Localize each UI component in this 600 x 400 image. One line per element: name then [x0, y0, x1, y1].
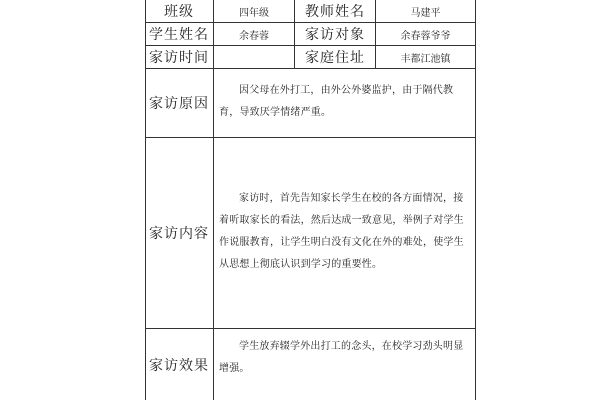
- reason-label: 家访原因: [149, 96, 209, 112]
- time-value: [214, 46, 294, 68]
- address-value: 丰都江池镇: [400, 53, 451, 65]
- target-label: 家访对象: [305, 27, 365, 43]
- student-value: 余春蓉: [239, 30, 269, 42]
- grade-label: 班级: [164, 4, 194, 20]
- home-visit-form: [145, 0, 476, 400]
- grade-value: 四年级: [239, 7, 269, 19]
- border-right: [475, 0, 476, 400]
- time-label: 家访时间: [149, 50, 209, 66]
- student-label: 学生姓名: [149, 27, 209, 43]
- content-label: 家访内容: [149, 226, 209, 242]
- target-value: 余春蓉爷爷: [400, 30, 451, 42]
- effect-text: 学生放弃辍学外出打工的念头，在校学习劲头明显增强。: [219, 341, 464, 374]
- effect-label: 家访效果: [149, 357, 209, 374]
- teacher-label: 教师姓名: [305, 4, 365, 20]
- teacher-value: 马建平: [410, 7, 441, 19]
- reason-text: 因父母在外打工，由外公外婆监护，由于隔代教育，导致厌学情绪严重。: [219, 85, 454, 118]
- address-label: 家庭住址: [305, 50, 365, 66]
- content-text: 家访时，首先告知家长学生在校的各方面情况，接着听取家长的看法，然后达成一致意见，举例子对学生作说服教育，让学生明白没有文化在外的难处，使学生从思想上彻底认识到学习的重要性。: [219, 193, 464, 270]
